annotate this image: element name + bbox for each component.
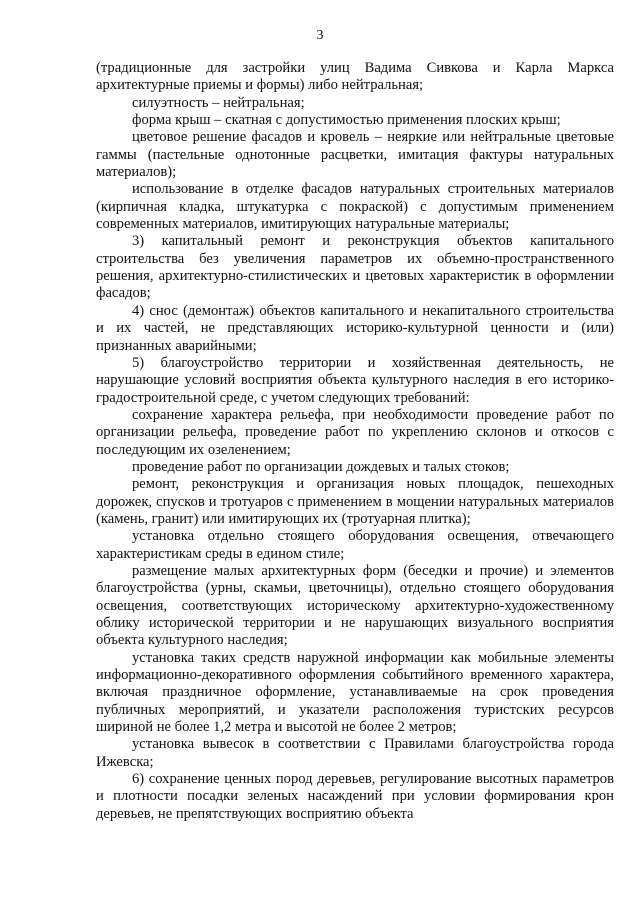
paragraph: силуэтность – нейтральная; [132,94,305,111]
paragraph: ремонт, реконструкция и организация новых площадок, пешеходных дорожек, спусков и тротуаров с применением в мощении натуральных материалов (камень, гранит) или имитирующих их (тротуарная плитка); [96,476,614,527]
paragraph: размещение малых архитектурных форм (беседки и прочие) и элементов благоустройства (урны, скамьи, цветочницы), отдельно стоящего оборудования освещения, соответствующих историческому архитектурно-художественному облику исторической территории и не нарушающих визуального восприятия объекта культурного наследия; [96,562,614,649]
paragraph: установка отдельно стоящего оборудования освещения, отвечающего характеристикам среды в едином стиле; [96,528,614,562]
paragraph: установка вывесок в соответствии с Правилами благоустройства города Ижевска; [96,736,614,770]
paragraph: 5) благоустройство территории и хозяйственная деятельность, не нарушающие условий восприятия объекта культурного наследия в его историко-градостроительной среде, с учетом следующих требований: [96,354,614,406]
paragraph: 4) снос (демонтаж) объектов капитального и некапитального строительства и их частей, не представляющих историко-культурной ценности и (или) признанных аварийными; [96,302,614,354]
paragraph: установка таких средств наружной информации как мобильные элементы информационно-декоративного оформления событийного временного характера, включая праздничное оформление, устанавливаемые на срок проведения публичных мероприятий, и указатели расположения туристских ресурсов шириной не более 1,2 метра и высотой не более 2 метров; [96,649,614,736]
paragraph: форма крыш – скатная с допустимостью применения плоских крыш; [132,112,561,129]
page-number: 3 [316,28,324,43]
paragraph: (традиционные для застройки улиц Вадима Сивкова и Карла Маркса архитектурные приемы и формы) либо нейтральная; [96,60,614,94]
paragraph: цветовое решение фасадов и кровель – неяркие или нейтральные цветовые гаммы (пастельные однотонные расцветки, имитация фактуры натуральных материалов); [96,129,614,181]
paragraph: 3) капитальный ремонт и реконструкция объектов капитального строительства без увеличения параметров их объемно-пространственного решения, архитектурно-стилистических и цветовых характеристик в оформлении фасадов; [96,233,614,302]
paragraph: 6) сохранение ценных пород деревьев, регулирование высотных параметров и плотности посадки зеленых насаждений при условии формирования крон деревьев, не препятствующих восприятию объекта [96,771,614,822]
paragraph: сохранение характера рельефа, при необходимости проведение работ по организации рельефа, проведение работ по укреплению склонов и откосов с последующим их озеленением; [96,406,614,458]
paragraph: проведение работ по организации дождевых и талых стоков; [132,458,510,475]
paragraph: использование в отделке фасадов натуральных строительных материалов (кирпичная кладка, штукатурка с покраской) с допустимым применением современных материалов, имитирующих натуральные материалы; [96,181,614,233]
document-body [96,60,614,823]
